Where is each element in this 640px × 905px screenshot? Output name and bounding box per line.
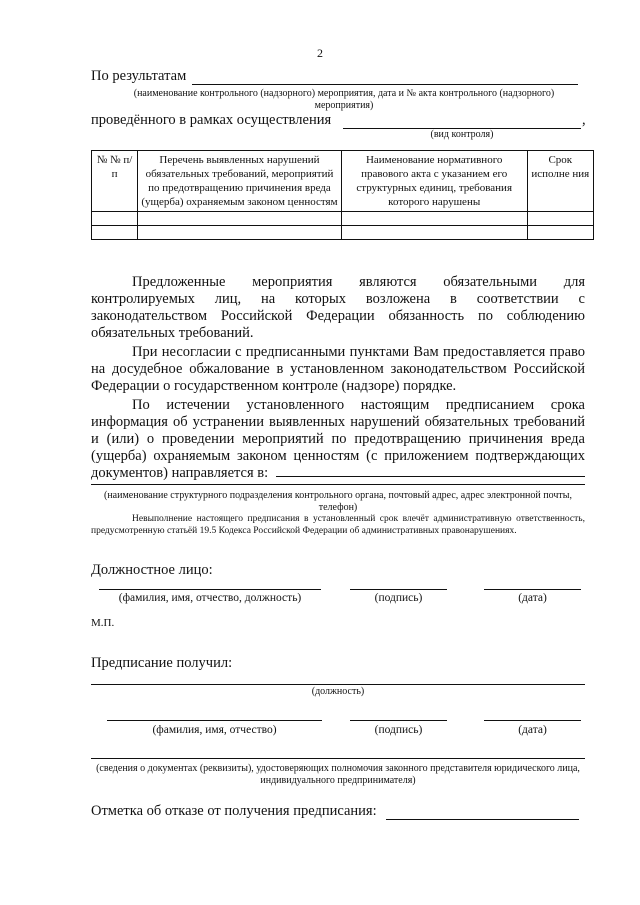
official-name-line bbox=[99, 589, 321, 590]
table-row bbox=[92, 226, 594, 240]
address-caption: (наименование структурного подразделения контрольного органа, почтовый адрес, адрес электронной почты, телефон) bbox=[104, 490, 572, 513]
received-position-line bbox=[91, 684, 585, 685]
table-header-row bbox=[92, 151, 594, 212]
table-row bbox=[92, 212, 594, 226]
paragraph-reporting: По истечении установленного настоящим предписанием срока информация об устранении выявленных нарушений обязательных требований и (или) о проведении мероприятий по предотвращению причинения вреда (ущерба) охраняемым законом ценностям (с приложением подтверждающих документов) направляется в: bbox=[91, 397, 585, 481]
official-name-caption: (фамилия, имя, отчество, должность) bbox=[118, 592, 302, 604]
table-cell bbox=[341, 212, 527, 226]
official-date-caption: (дата) bbox=[518, 592, 547, 604]
control-label: проведённого в рамках осуществления bbox=[91, 112, 332, 128]
table-cell bbox=[92, 212, 138, 226]
official-date-line bbox=[484, 589, 581, 590]
refusal-label: Отметка об отказе от получения предписания: bbox=[91, 803, 377, 819]
header-violations: Перечень выявленных нарушений обязательных требований, мероприятий по предотвращению причинения вреда (ущерба) охраняемым законом ценностям bbox=[138, 151, 342, 212]
received-date-line bbox=[484, 720, 581, 721]
table-cell bbox=[341, 226, 527, 240]
control-end-mark: , bbox=[582, 112, 586, 128]
violations-table bbox=[91, 150, 594, 240]
paragraph-mandatory: Предложенные мероприятия являются обязательными для контролируемых лиц, на которых возложена в соответствии с законодательством Российской Федерации обязанность по соблюдению обязательных требований. bbox=[91, 274, 585, 341]
header-legal-act: Наименование нормативного правового акта с указанием его структурных единиц, требования которого нарушены bbox=[341, 151, 527, 212]
received-docs-line bbox=[91, 758, 585, 759]
reporting-field-line bbox=[276, 476, 585, 477]
received-position-caption: (должность) bbox=[311, 686, 365, 697]
official-title: Должностное лицо: bbox=[91, 562, 213, 578]
table-cell bbox=[138, 212, 342, 226]
received-docs-caption: (сведения о документах (реквизиты), удостоверяющих полномочия законного представителя юридического лица, индивидуального предпринимателя) bbox=[96, 763, 580, 786]
received-sign-line bbox=[350, 720, 447, 721]
address-field-line bbox=[91, 484, 585, 485]
table-cell bbox=[92, 226, 138, 240]
received-date-caption: (дата) bbox=[518, 724, 547, 736]
received-name-caption: (фамилия, имя, отчество) bbox=[152, 724, 277, 736]
results-field-line bbox=[192, 84, 578, 85]
received-sign-caption: (подпись) bbox=[374, 724, 423, 736]
table-cell bbox=[527, 212, 593, 226]
page-number: 2 bbox=[317, 46, 323, 60]
paragraph-appeal: При несогласии с предписанными пунктами Вам предоставляется право на досудебное обжалование в установленном законодательством Российской Федерации о государственном контроле (надзоре) порядке. bbox=[91, 344, 585, 394]
refusal-field-line bbox=[386, 819, 579, 820]
seal-placeholder: М.П. bbox=[91, 617, 115, 629]
results-caption: (наименование контрольного (надзорного) мероприятия, дата и № акта контрольного (надзорного) мероприятия) bbox=[133, 88, 555, 111]
official-sign-caption: (подпись) bbox=[374, 592, 423, 604]
control-caption: (вид контроля) bbox=[430, 129, 494, 140]
official-sign-line bbox=[350, 589, 447, 590]
header-deadline: Срок исполне ния bbox=[527, 151, 593, 212]
header-number: № № п/п bbox=[92, 151, 138, 212]
table-cell bbox=[527, 226, 593, 240]
liability-warning: Невыполнение настоящего предписания в установленный срок влечёт административную ответственность, предусмотренную статьёй 19.5 Кодекса Российской Федерации об административных правонарушениях. bbox=[91, 514, 585, 536]
results-label: По результатам bbox=[91, 68, 187, 84]
received-name-line bbox=[107, 720, 322, 721]
received-title: Предписание получил: bbox=[91, 655, 233, 671]
table-cell bbox=[138, 226, 342, 240]
